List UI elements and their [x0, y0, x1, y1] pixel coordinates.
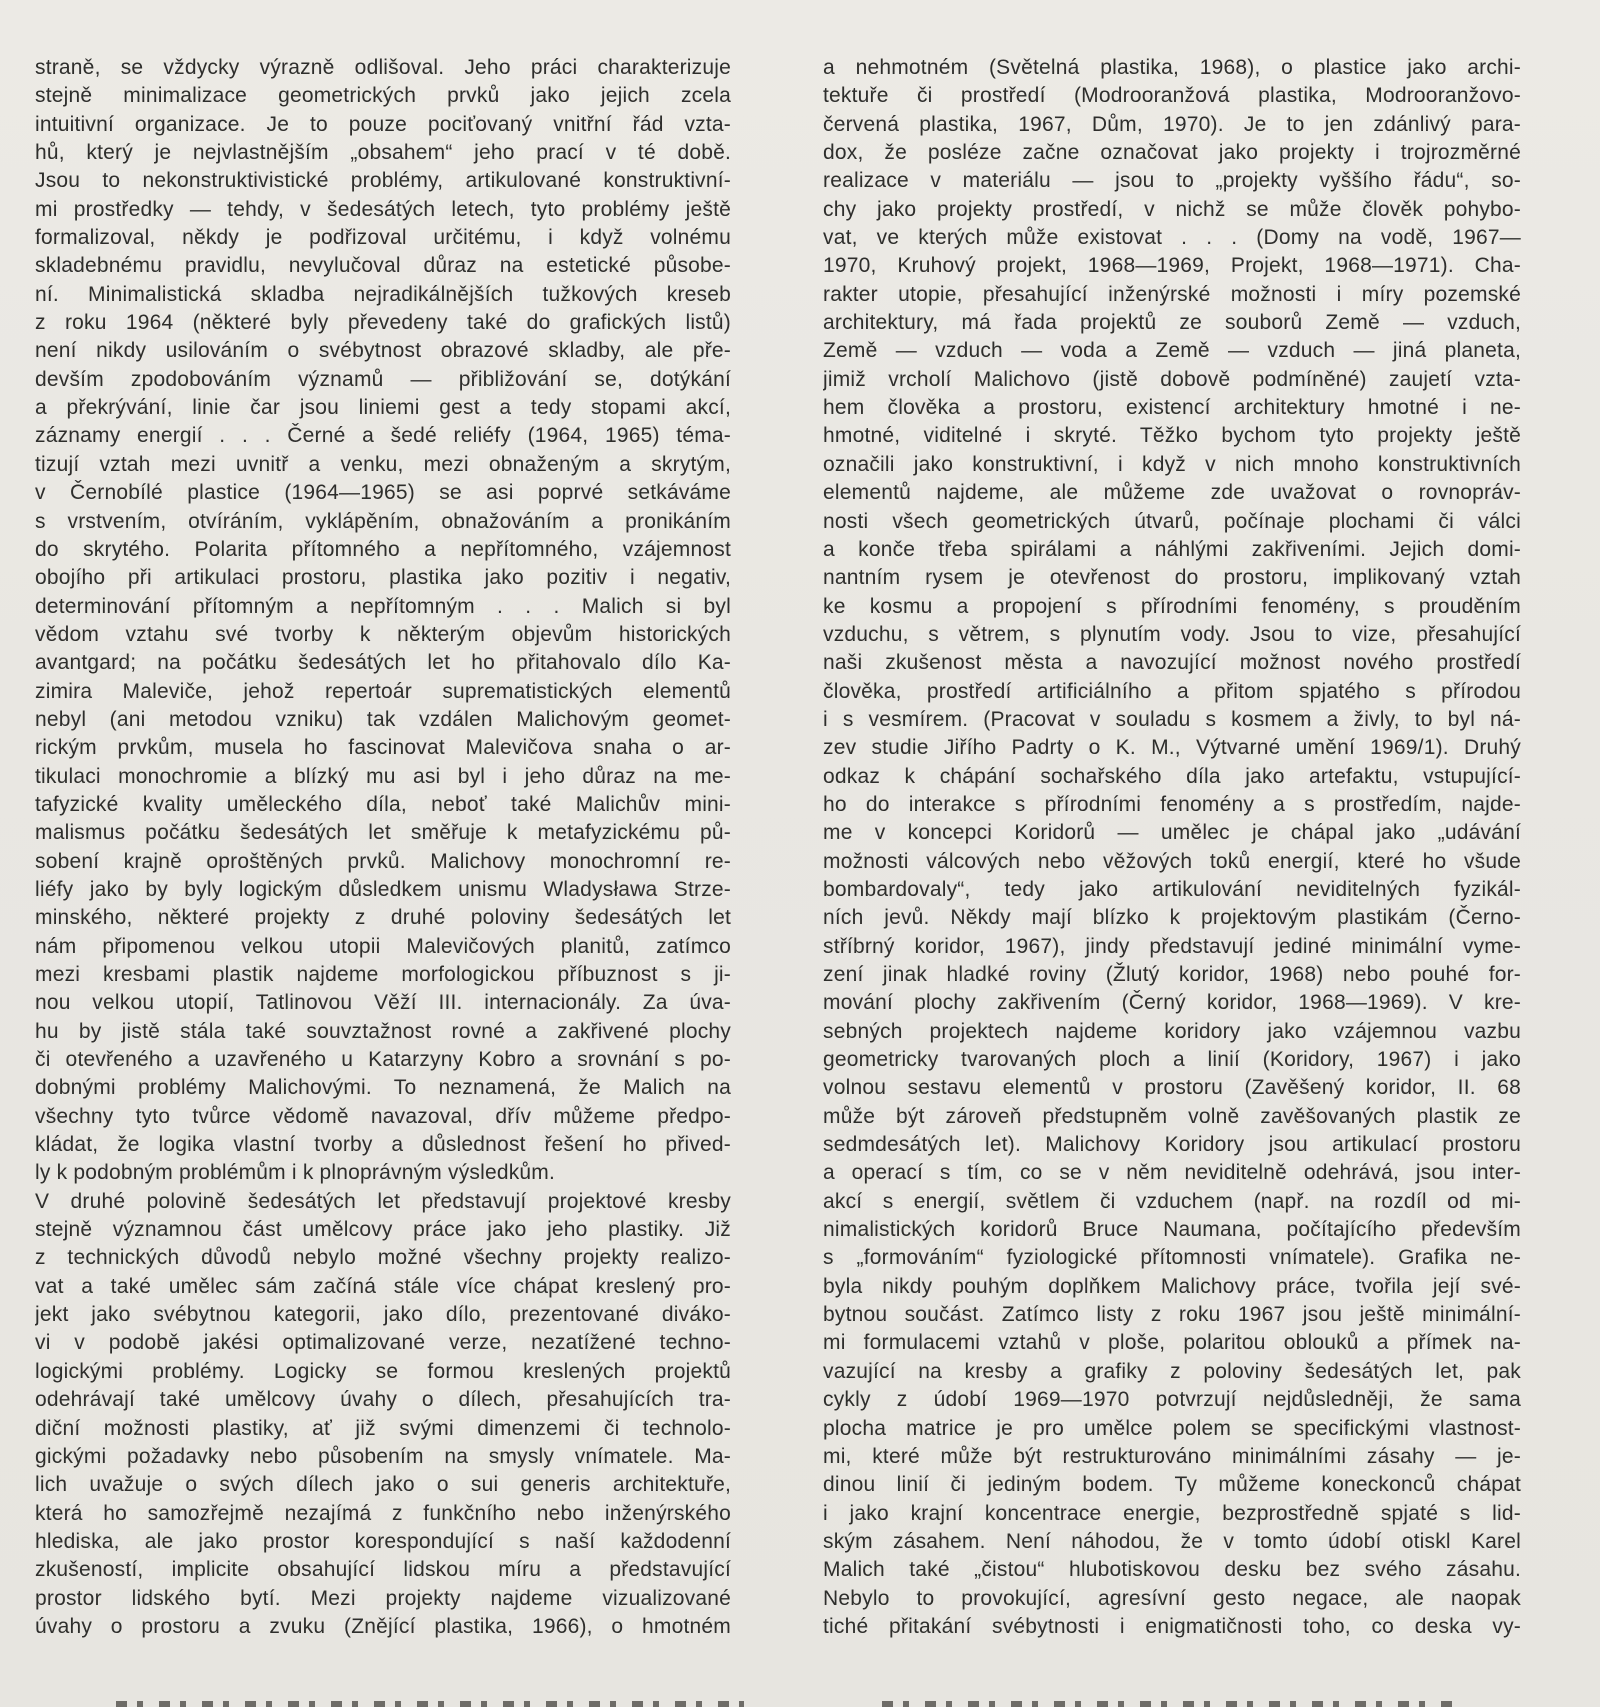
- text-line: Jsou to nekonstruktivistické problémy, artikulované konstruktivní-: [35, 169, 731, 193]
- text-line: me v koncepci Koridorů — umělec je chápal jako „udávání: [823, 821, 1521, 845]
- text-line: s „formováním“ fyziologické přítomnosti vnímatele). Grafika ne-: [823, 1246, 1521, 1270]
- text-line: ních jevů. Někdy mají blízko k projektovým plastikám (Černo-: [823, 906, 1521, 930]
- text-line: úvahy o prostoru a zvuku (Znějící plastika, 1966), o hmotném: [35, 1614, 731, 1638]
- text-line: avantgard; na počátku šedesátých let ho přitahovalo dílo Ka-: [35, 651, 731, 675]
- text-line: odkaz k chápání sochařského díla jako artefaktu, vstupující-: [823, 764, 1521, 788]
- text-line: odehrávají také umělcovy úvahy o dílech, přesahujících tra-: [35, 1388, 731, 1412]
- text-line: stejně minimalizace geometrických prvků jako jejich zcela: [35, 84, 731, 108]
- text-line: dox, že posléze začne označovat jako projekty i trojrozměrné: [823, 141, 1521, 165]
- text-line: dinou linií či jediným bodem. Ty můžeme koneckonců chápat: [823, 1473, 1521, 1497]
- text-line: logickými problémy. Logicky se formou kreslených projektů: [35, 1359, 731, 1383]
- text-line: všechny tyto tvůrce vědomě navazoval, dřív můžeme předpo-: [35, 1104, 731, 1128]
- text-line: která ho samozřejmě nezajímá z funkčního nebo inženýrského: [35, 1501, 731, 1525]
- text-line: zimira Maleviče, jehož repertoár suprematistických elementů: [35, 679, 731, 703]
- text-line: vat, ve kterých může existovat . . . (Domy na vodě, 1967—: [823, 226, 1521, 250]
- text-line: mi, které může být restrukturováno minimálními zásahy — je-: [823, 1444, 1521, 1468]
- cropped-line-fragment-right: [882, 1701, 1460, 1707]
- text-line: označili jako konstruktivní, i když v nich mnoho konstruktivních: [823, 452, 1521, 476]
- text-line: a nehmotném (Světelná plastika, 1968), o plastice jako archi-: [823, 56, 1521, 79]
- text-column-left: [35, 54, 731, 1641]
- text-line: volnou sestavu elementů v prostoru (Zavěšený koridor, II. 68: [823, 1076, 1521, 1100]
- text-line: formalizoval, někdy je podřizoval určitému, i když volnému: [35, 226, 731, 250]
- text-line: lich uvažuje o svých dílech jako o sui generis architektuře,: [35, 1473, 731, 1497]
- text-line: z technických důvodů nebylo možné všechny projekty realizo-: [35, 1246, 731, 1270]
- text-line: Nebylo to provokující, agresívní gesto negace, ale naopak: [823, 1586, 1521, 1610]
- text-line: Malich také „čistou“ hlubotiskovou desku bez svého zásahu.: [823, 1558, 1521, 1582]
- text-line: ským zásahem. Není náhodou, že v tomto údobí otiskl Karel: [823, 1529, 1521, 1553]
- text-line: červená plastika, 1967, Dům, 1970). Je to jen zdánlivý para-: [823, 112, 1521, 136]
- text-line: hů, který je nejvlastnějším „obsahem“ jeho prací v té době.: [35, 141, 731, 165]
- text-line: tizují vztah mezi uvnitř a venku, mezi obnaženým a skrytým,: [35, 452, 731, 476]
- text-line: hmotné, viditelné i skryté. Těžko bychom tyto projekty ještě: [823, 424, 1521, 448]
- text-line: stejně významnou část umělcovy práce jako jeho plastiky. Již: [35, 1218, 731, 1242]
- text-line: záznamy energií . . . Černé a šedé reliéfy (1964, 1965) téma-: [35, 424, 731, 448]
- text-line: ní. Minimalistická skladba nejradikálnějších tužkových kreseb: [35, 282, 731, 306]
- text-line: nosti všech geometrických útvarů, počínaje plochami či válci: [823, 509, 1521, 533]
- text-line: tiché přitakání svébytnosti i enigmatičnosti toho, co deska vy-: [823, 1614, 1521, 1638]
- text-line: kládat, že logika vlastní tvorby a důslednost řešení ho přived-: [35, 1133, 731, 1157]
- text-line: devším zpodobováním významů — přibližování se, dotýkání: [35, 367, 731, 391]
- text-line: gickými požadavky nebo působením na smysly vnímatele. Ma-: [35, 1444, 731, 1468]
- text-line: skladebnému pravidlu, nevylučoval důraz na estetické působe-: [35, 254, 731, 278]
- text-line: zení jinak hladké roviny (Žlutý koridor, 1968) nebo pouhé for-: [823, 963, 1521, 986]
- text-line: akcí s energií, světlem či vzduchem (např. na rozdíl od mi-: [823, 1189, 1521, 1213]
- text-line: tafyzické kvality uměleckého díla, neboť také Malichův mini-: [35, 792, 731, 816]
- text-line: tikulaci monochromie a blízký mu asi byl i jeho důraz na me-: [35, 764, 731, 788]
- text-line: ly k podobným problémům i k plnoprávným výsledkům.: [35, 1161, 556, 1185]
- text-line: do skrytého. Polarita přítomného a nepřítomného, vzájemnost: [35, 537, 731, 561]
- text-line: vi v podobě jakési optimalizované verze, nezatížené techno-: [35, 1331, 731, 1355]
- text-line: sebných projektech najdeme koridory jako vzájemnou vazbu: [823, 1019, 1521, 1043]
- text-line: mi formulacemi vztahů v ploše, polaritou oblouků a přímek na-: [823, 1331, 1521, 1355]
- text-line: straně, se vždycky výrazně odlišoval. Jeho práci charakterizuje: [35, 56, 731, 79]
- text-line: geometricky tvarovaných ploch a linií (Koridory, 1967) i jako: [823, 1048, 1521, 1072]
- text-line: ke kosmu a propojení s přírodními fenomény, s prouděním: [823, 594, 1521, 618]
- text-line: tektuře či prostředí (Modrooranžová plastika, Modrooranžovo-: [823, 84, 1521, 108]
- text-line: možnosti válcových nebo věžových toků energií, které ho všude: [823, 849, 1521, 873]
- text-line: hu by jistě stála také souvztažnost rovné a zakřivené plochy: [35, 1019, 731, 1043]
- text-line: vat a také umělec sám začíná stále více chápat kreslený pro-: [35, 1274, 731, 1298]
- text-line: determinování přítomným a nepřítomným . . . Malich si byl: [35, 594, 731, 618]
- text-line: intuitivní organizace. Je to pouze pociťovaný vnitřní řád vzta-: [35, 112, 731, 136]
- text-line: minského, některé projekty z druhé poloviny šedesátých let: [35, 906, 731, 930]
- text-line: rakter utopie, přesahující inženýrské možnosti i míry pozemské: [823, 282, 1521, 306]
- text-line: či otevřeného a uzavřeného u Katarzyny Kobro a srovnání s po-: [35, 1048, 731, 1072]
- text-line: realizace v materiálu — jsou to „projekty vyššího řádu“, so-: [823, 169, 1521, 193]
- text-line: a operací s tím, co se v něm neviditelně odehrává, jsou inter-: [823, 1161, 1521, 1185]
- text-line: vazující na kresby a grafiky z poloviny šedesátých let, pak: [823, 1359, 1521, 1383]
- text-line: hlediska, ale jako prostor korespondující s naší každodenní: [35, 1529, 731, 1553]
- text-line: cykly z údobí 1969—1970 potvrzují nejdůsledněji, že sama: [823, 1388, 1521, 1412]
- text-column-right: [823, 54, 1521, 1641]
- text-line: vědom vztahu své tvorby k některým objevům historických: [35, 622, 731, 646]
- text-line: Země — vzduch — voda a Země — vzduch — jiná planeta,: [823, 339, 1521, 363]
- text-line: v Černobílé plastice (1964—1965) se asi poprvé setkáváme: [35, 481, 731, 505]
- text-line: malismus počátku šedesátých let směřuje k metafyzickému pů-: [35, 821, 731, 845]
- text-line: zev studie Jiřího Padrty o K. M., Výtvarné umění 1969/1). Druhý: [823, 736, 1521, 760]
- text-line: bombardovaly“, tedy jako artikulování neviditelných fyzikál-: [823, 877, 1521, 901]
- text-line: dobnými problémy Malichovými. To neznamená, že Malich na: [35, 1076, 731, 1100]
- text-line: hem člověka a prostoru, existencí architektury hmotné i ne-: [823, 396, 1521, 420]
- text-line: nimalistických koridorů Bruce Naumana, počítajícího především: [823, 1218, 1521, 1242]
- text-line: může být zároveň předstupněm volně zavěšovaných plastik ze: [823, 1104, 1521, 1128]
- text-line: chy jako projekty prostředí, v nichž se může člověk pohybo-: [823, 197, 1521, 221]
- text-line: mezi kresbami plastik najdeme morfologickou příbuznost s ji-: [35, 963, 731, 986]
- text-line: ho do interakce s přírodními fenomény a s prostředím, najde-: [823, 792, 1521, 816]
- text-line: 1970, Kruhový projekt, 1968—1969, Projekt, 1968—1971). Cha-: [823, 254, 1521, 278]
- text-line: a překrývání, linie čar jsou liniemi gest a tedy stopami akcí,: [35, 396, 731, 420]
- text-line: s vrstvením, otvíráním, vyklápěním, obnažováním a pronikáním: [35, 509, 731, 533]
- text-line: naši zkušenost města a navozující možnost nového prostředí: [823, 651, 1521, 675]
- text-line: mi prostředky — tehdy, v šedesátých letech, tyto problémy ještě: [35, 197, 731, 221]
- text-line: V druhé polovině šedesátých let představují projektové kresby: [35, 1189, 731, 1213]
- text-line: bytnou součást. Zatímco listy z roku 1967 jsou ještě minimální-: [823, 1303, 1521, 1327]
- text-line: prostor lidského bytí. Mezi projekty najdeme vizualizované: [35, 1586, 731, 1610]
- text-line: nantním rysem je otevřenost do prostoru, implikovaný vztah: [823, 566, 1521, 590]
- text-line: sobení krajně oproštěných prvků. Malichovy monochromní re-: [35, 849, 731, 873]
- text-line: nám připomenou velkou utopii Malevičových planitů, zatímco: [35, 934, 731, 958]
- text-line: z roku 1964 (některé byly převedeny také do grafických listů): [35, 311, 731, 335]
- text-line: elementů najdeme, ale můžeme zde uvažovat o rovnopráv-: [823, 481, 1521, 505]
- text-line: není nikdy usilováním o svébytnost obrazové skladby, ale pře-: [35, 339, 731, 363]
- text-line: a konče třeba spirálami a náhlými zakřiveními. Jejich domi-: [823, 537, 1521, 561]
- cropped-line-fragment-left: [116, 1701, 744, 1707]
- text-line: vzduchu, s větrem, s plynutím vody. Jsou to vize, přesahující: [823, 622, 1521, 646]
- text-line: člověka, prostředí artificiálního a přitom spjatého s přírodou: [823, 679, 1521, 703]
- text-line: zkušeností, implicite obsahující lidskou míru a představující: [35, 1558, 731, 1582]
- text-line: i s vesmírem. (Pracovat v souladu s kosmem a živly, to byl ná-: [823, 707, 1521, 731]
- text-line: i jako krajní koncentrace energie, bezprostředně spjaté s lid-: [823, 1501, 1521, 1525]
- text-line: sedmdesátých let). Malichovy Koridory jsou artikulací prostoru: [823, 1133, 1521, 1157]
- text-line: mování plochy zakřivením (Černý koridor, 1968—1969). V kre-: [823, 991, 1521, 1015]
- text-line: jimiž vrcholí Malichovo (jistě dobově podmíněné) zaujetí vzta-: [823, 367, 1521, 391]
- text-line: nou velkou utopií, Tatlinovou Věží III. internacionály. Za úva-: [35, 991, 731, 1015]
- text-line: obojího při artikulaci prostoru, plastika jako pozitiv i negativ,: [35, 566, 731, 590]
- text-line: liéfy jako by byly logickým důsledkem unismu Wladysława Strze-: [35, 877, 731, 901]
- text-line: stříbrný koridor, 1967), jindy představují jediné minimální vyme-: [823, 934, 1521, 958]
- text-line: plocha matrice je pro umělce polem se specifickými vlastnost-: [823, 1416, 1521, 1440]
- text-line: nebyl (ani metodou vzniku) tak vzdálen Malichovým geomet-: [35, 707, 731, 731]
- text-line: jekt jako svébytnou kategorii, jako dílo, prezentované diváko-: [35, 1303, 731, 1327]
- text-line: rickým prvkům, musela ho fascinovat Malevičova snaha o ar-: [35, 736, 731, 760]
- text-line: diční možnosti plastiky, ať již svými dimenzemi či technolo-: [35, 1416, 731, 1440]
- text-line: byla nikdy pouhým doplňkem Malichovy práce, tvořila její své-: [823, 1274, 1521, 1298]
- text-line: architektury, má řada projektů ze souborů Země — vzduch,: [823, 311, 1521, 335]
